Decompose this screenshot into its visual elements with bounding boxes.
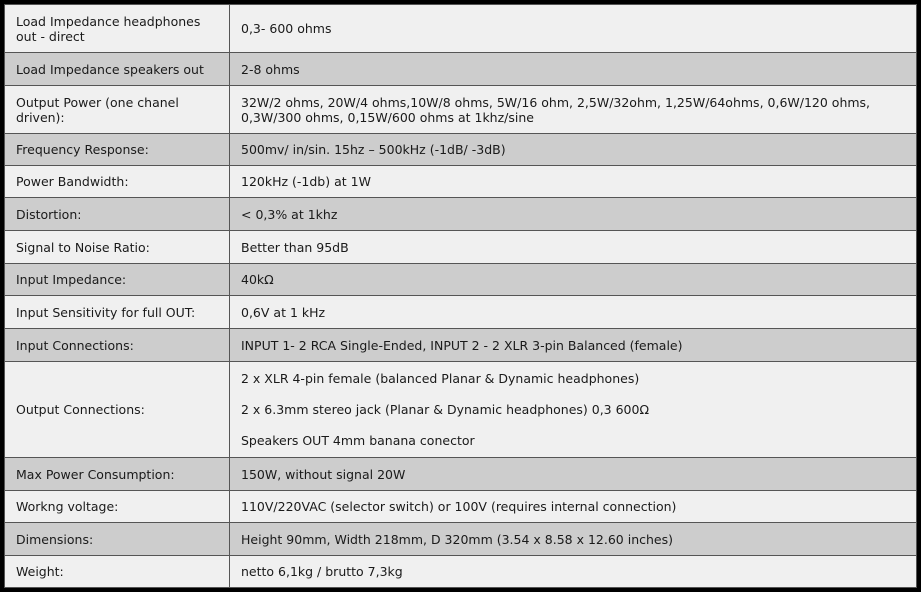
spec-table-container (4, 4, 917, 588)
spec-value-text: Better than 95dB (241, 239, 349, 255)
spec-table (4, 4, 917, 588)
spec-row (5, 329, 917, 362)
spec-value-text: INPUT 1- 2 RCA Single-Ended, INPUT 2 - 2 XLR 3-pin Balanced (female) (241, 337, 683, 353)
spec-value (230, 231, 917, 264)
spec-label: Output Connections: (5, 362, 230, 458)
spec-value-text: 2-8 ohms (241, 61, 300, 77)
spec-value-text: 150W, without signal 20W (241, 466, 406, 482)
spec-row (5, 556, 917, 588)
spec-row (5, 523, 917, 556)
spec-label: Signal to Noise Ratio: (5, 231, 230, 264)
spec-row (5, 231, 917, 264)
spec-row (5, 53, 917, 86)
spec-value (230, 523, 917, 556)
spec-value-text: 120kHz (-1db) at 1W (241, 174, 371, 189)
spec-value (230, 134, 917, 166)
spec-value-text: 2 x XLR 4-pin female (balanced Planar & Dynamic headphones) (241, 371, 640, 386)
spec-row (5, 86, 917, 134)
spec-label: Power Bandwidth: (5, 166, 230, 198)
spec-value-text: 110V/220VAC (selector switch) or 100V (requires internal connection) (241, 499, 677, 514)
spec-value-text: 2 x 6.3mm stereo jack (Planar & Dynamic headphones) 0,3 600Ω (241, 402, 650, 417)
spec-row (5, 458, 917, 491)
spec-value-text: 0,6V at 1 kHz (241, 304, 326, 320)
spec-value (230, 198, 917, 231)
spec-row (5, 264, 917, 296)
spec-label: Output Power (one chanel driven): (5, 86, 230, 134)
spec-label: Load Impedance headphones out - direct (5, 5, 230, 53)
spec-label: Dimensions: (5, 523, 230, 556)
spec-row (5, 362, 917, 458)
spec-label: Input Connections: (5, 329, 230, 362)
spec-value (230, 86, 917, 134)
spec-value-text: Height 90mm, Width 218mm, D 320mm (3.54 x 8.58 x 12.60 inches) (241, 531, 673, 547)
spec-value-text: 32W/2 ohms, 20W/4 ohms,10W/8 ohms, 5W/16 ohm, 2,5W/32ohm, 1,25W/64ohms, 0,6W/120 ohms, 0,3W/300 ohms, 0,15W/600 ohms at 1khz/sine (241, 94, 871, 125)
spec-label: Distortion: (5, 198, 230, 231)
spec-value-text: 40kΩ (241, 272, 274, 287)
spec-value-text: < 0,3% at 1khz (241, 206, 338, 222)
spec-value (230, 362, 917, 458)
spec-row (5, 198, 917, 231)
spec-label: Input Sensitivity for full OUT: (5, 296, 230, 329)
spec-value (230, 329, 917, 362)
spec-row (5, 5, 917, 53)
spec-value (230, 53, 917, 86)
spec-value (230, 296, 917, 329)
spec-value-text: netto 6,1kg / brutto 7,3kg (241, 564, 403, 579)
spec-value-text: 0,3- 600 ohms (241, 21, 332, 36)
spec-row (5, 166, 917, 198)
spec-label: Input Impedance: (5, 264, 230, 296)
spec-row (5, 296, 917, 329)
spec-value (230, 556, 917, 588)
spec-row (5, 491, 917, 523)
spec-value (230, 264, 917, 296)
spec-row (5, 134, 917, 166)
spec-value (230, 458, 917, 491)
spec-label: Frequency Response: (5, 134, 230, 166)
spec-value (230, 491, 917, 523)
spec-label: Workng voltage: (5, 491, 230, 523)
spec-label: Weight: (5, 556, 230, 588)
spec-value (230, 5, 917, 53)
spec-label: Max Power Consumption: (5, 458, 230, 491)
spec-value-text: 500mv/ in/sin. 15hz – 500kHz (-1dB/ -3dB) (241, 142, 506, 157)
spec-value (230, 166, 917, 198)
spec-value-text: Speakers OUT 4mm banana conector (241, 433, 475, 448)
spec-label: Load Impedance speakers out (5, 53, 230, 86)
